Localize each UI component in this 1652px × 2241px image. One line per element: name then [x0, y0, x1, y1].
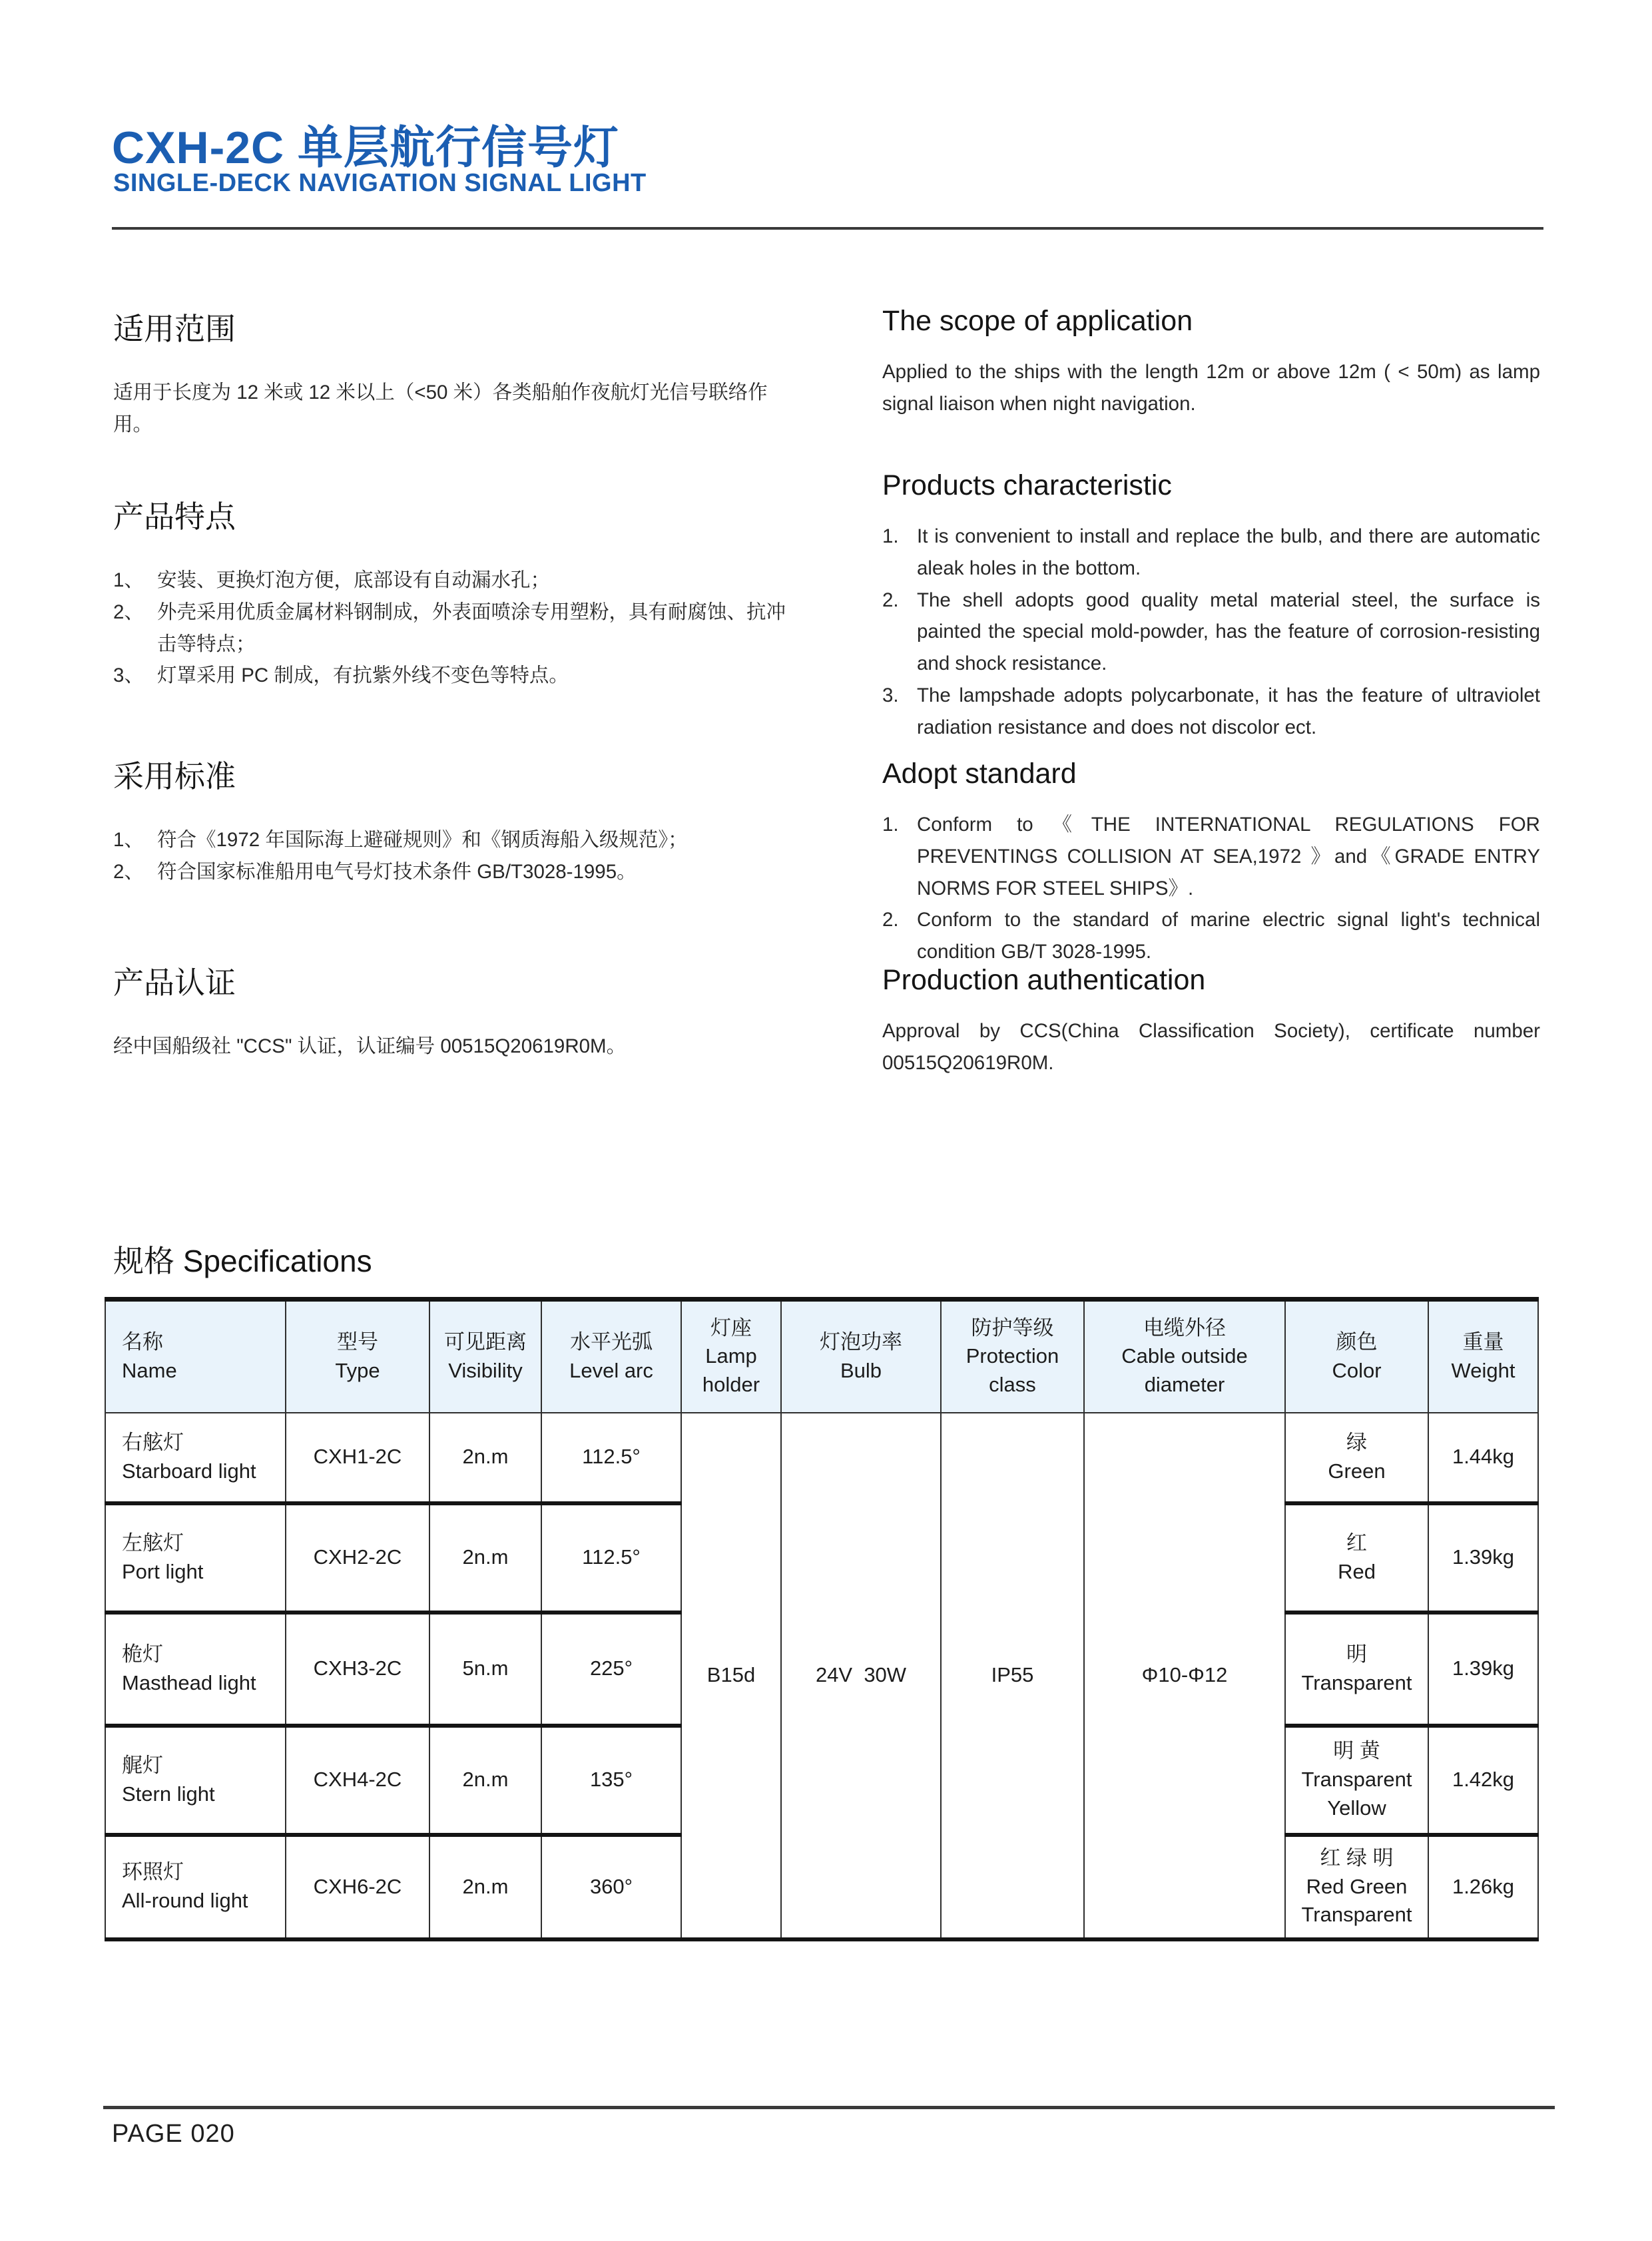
weight-cell: 1.39kg: [1428, 1613, 1538, 1726]
visibility-cell: 2n.m: [429, 1835, 541, 1939]
section-heading: 适用范围: [113, 312, 236, 346]
type-cell: CXH2-2C: [286, 1503, 429, 1613]
list-text: Conform to《THE INTERNATIONAL REGULATIONS FOR PREVENTINGS COLLISION AT SEA,1972 》and《GRADE ENTRY NORMS FOR STEEL SHIPS》.: [917, 814, 1540, 899]
header-divider: [112, 227, 1543, 230]
list-number: 2.: [882, 589, 899, 611]
level-arc-cell: 112.5°: [541, 1413, 681, 1503]
list-item: [113, 660, 787, 692]
col-header-type: 型号 Type: [286, 1300, 429, 1413]
col-header-cable: 电缆外径 Cable outside diameter: [1084, 1300, 1285, 1413]
name-cell: 环照灯 All-round light: [105, 1835, 286, 1939]
list-item: [113, 856, 787, 888]
page-subtitle: SINGLE-DECK NAVIGATION SIGNAL LIGHT: [113, 169, 647, 197]
type-cell: CXH6-2C: [286, 1835, 429, 1939]
list-text: Conform to the standard of marine electric signal light's technical condition GB/T 3028-1995.: [917, 909, 1540, 963]
section-body: 经中国船级社 "CCS" 认证，认证编号 00515Q20619R0M。: [113, 1035, 627, 1057]
list-text: 符合国家标准船用电气号灯技术条件 GB/T3028-1995。: [157, 860, 637, 883]
color-cell: 绿 Green: [1285, 1413, 1428, 1503]
bulb-cell: 24V 30W: [781, 1413, 941, 1939]
weight-cell: 1.44kg: [1428, 1413, 1538, 1503]
lamp-holder-cell: B15d: [681, 1413, 781, 1939]
section-body: Applied to the ships with the length 12m or above 12m ( < 50m) as lamp signal liaison when night navigation.: [882, 361, 1540, 415]
section-heading: 采用标准: [113, 759, 236, 794]
visibility-cell: 5n.m: [429, 1613, 541, 1726]
list-number: 1、: [113, 569, 144, 591]
list-text: It is convenient to install and replace the bulb, and there are automatic aleak holes in the bottom.: [917, 525, 1540, 579]
color-cell: 明 黄 Transparent Yellow: [1285, 1726, 1428, 1835]
list-item: [882, 809, 1540, 904]
list-number: 1、: [113, 829, 144, 851]
list-number: 1.: [882, 525, 899, 547]
list-item: [882, 680, 1540, 744]
col-header-weight: 重量 Weight: [1428, 1300, 1538, 1413]
section-body: 适用于长度为 12 米或 12 米以上（<50 米）各类船舶作夜航灯光信号联络作用。: [113, 381, 768, 435]
section-scope-en: [882, 305, 1540, 420]
color-cell: 红 Red: [1285, 1503, 1428, 1613]
list-item: [882, 904, 1540, 968]
col-header-visibility: 可见距离 Visibility: [429, 1300, 541, 1413]
list-number: 2、: [113, 601, 144, 623]
section-features-en: [882, 469, 1540, 743]
col-header-bulb: 灯泡功率 Bulb: [781, 1300, 941, 1413]
list-text: 外壳采用优质金属材料钢制成，外表面喷涂专用塑粉，具有耐腐蚀、抗冲击等特点；: [157, 601, 786, 655]
weight-cell: 1.39kg: [1428, 1503, 1538, 1613]
list-item: [882, 585, 1540, 680]
level-arc-cell: 112.5°: [541, 1503, 681, 1613]
specifications-heading: 规格 Specifications: [113, 1244, 372, 1278]
type-cell: CXH4-2C: [286, 1726, 429, 1835]
level-arc-cell: 135°: [541, 1726, 681, 1835]
list-number: 2.: [882, 909, 899, 931]
spec-header-row: [105, 1300, 1538, 1413]
col-header-color: 颜色 Color: [1285, 1300, 1428, 1413]
section-heading: Production authentication: [882, 964, 1206, 996]
level-arc-cell: 225°: [541, 1613, 681, 1726]
name-cell: 艉灯 Stern light: [105, 1726, 286, 1835]
color-cell: 红 绿 明 Red Green Transparent: [1285, 1835, 1428, 1939]
name-cell: 左舷灯 Port light: [105, 1503, 286, 1613]
spec-row-starboard: [105, 1413, 1538, 1503]
col-header-name: 名称 Name: [105, 1300, 286, 1413]
col-header-protection: 防护等级 Protection class: [941, 1300, 1084, 1413]
page-title: CXH-2C 单层航行信号灯: [112, 123, 620, 173]
list-number: 1.: [882, 814, 899, 836]
level-arc-cell: 360°: [541, 1835, 681, 1939]
list-number: 3、: [113, 664, 144, 687]
section-heading: The scope of application: [882, 305, 1193, 337]
section-scope-cn: [113, 305, 787, 441]
visibility-cell: 2n.m: [429, 1726, 541, 1835]
footer-divider: [103, 2106, 1555, 2109]
cable-cell: Φ10-Φ12: [1084, 1413, 1285, 1939]
list-item: [113, 597, 787, 660]
section-standard-cn: [113, 752, 787, 888]
section-body: Approval by CCS(China Classification Society), certificate number 00515Q20619R0M.: [882, 1020, 1540, 1074]
list-item: [113, 565, 787, 597]
section-heading: Adopt standard: [882, 758, 1077, 790]
col-header-level-arc: 水平光弧 Level arc: [541, 1300, 681, 1413]
name-cell: 右舷灯 Starboard light: [105, 1413, 286, 1503]
name-cell: 桅灯 Masthead light: [105, 1613, 286, 1726]
col-header-lamp-holder: 灯座 Lamp holder: [681, 1300, 781, 1413]
list-text: The shell adopts good quality metal material steel, the surface is painted the special mold-powder, has the feature of corrosion-resisting and shock resistance.: [917, 589, 1540, 675]
section-features-cn: [113, 493, 787, 692]
type-cell: CXH1-2C: [286, 1413, 429, 1503]
section-authentication-en: [882, 964, 1540, 1079]
list-item: [113, 824, 787, 856]
visibility-cell: 2n.m: [429, 1413, 541, 1503]
weight-cell: 1.26kg: [1428, 1835, 1538, 1939]
protection-cell: IP55: [941, 1413, 1084, 1939]
section-heading: 产品认证: [113, 965, 236, 1000]
list-item: [882, 521, 1540, 585]
list-number: 3.: [882, 684, 899, 706]
section-heading: 产品特点: [113, 499, 236, 534]
list-text: 符合《1972 年国际海上避碰规则》和《钢质海船入级规范》；: [157, 829, 688, 851]
visibility-cell: 2n.m: [429, 1503, 541, 1613]
section-standard-en: [882, 758, 1540, 968]
weight-cell: 1.42kg: [1428, 1726, 1538, 1835]
list-text: The lampshade adopts polycarbonate, it has the feature of ultraviolet radiation resistance and does not discolor ect.: [917, 684, 1540, 738]
section-certification-cn: [113, 959, 787, 1063]
type-cell: CXH3-2C: [286, 1613, 429, 1726]
specifications-table: [105, 1297, 1539, 1941]
section-heading: Products characteristic: [882, 469, 1172, 501]
list-text: 安装、更换灯泡方便，底部设有自动漏水孔；: [157, 569, 551, 591]
page-number: PAGE 020: [112, 2120, 235, 2148]
list-number: 2、: [113, 860, 144, 883]
list-text: 灯罩采用 PC 制成，有抗紫外线不变色等特点。: [157, 664, 569, 687]
color-cell: 明 Transparent: [1285, 1613, 1428, 1726]
